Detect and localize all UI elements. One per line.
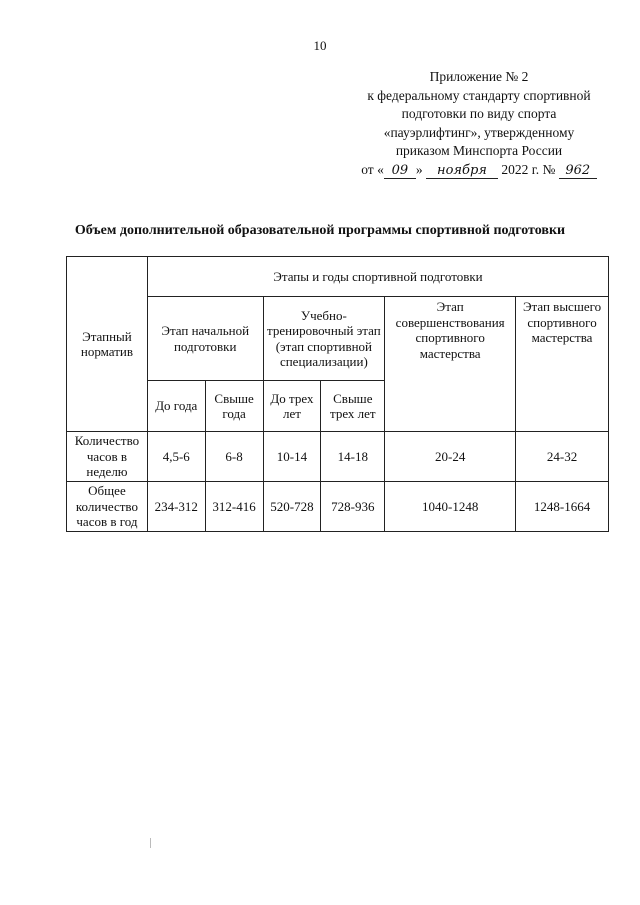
handwritten-month: ноября	[426, 164, 498, 179]
scan-artifact	[150, 838, 151, 848]
page-number: 10	[313, 38, 327, 53]
row-label-hours-year: Общее количество часов в год	[67, 482, 148, 532]
table-header-row	[67, 257, 609, 297]
table-cell: 24-32	[516, 432, 609, 482]
date-close-quote: »	[415, 161, 423, 177]
table-cell: 14-18	[321, 432, 385, 482]
table-cell: 728-936	[321, 482, 385, 532]
appendix-line-standard: к федеральному стандарту спортивной	[367, 87, 591, 103]
header-normative: Этапный норматив	[67, 257, 148, 432]
table-cell: 312-416	[205, 482, 263, 532]
header-stages: Этапы и годы спортивной подготовки	[147, 257, 608, 297]
header-over-year: Свыше года	[205, 381, 263, 432]
header-stage-improvement: Этап совершенствования спортивного мастерства	[385, 297, 516, 432]
table-subheader-row	[67, 297, 609, 381]
appendix-block	[348, 68, 610, 179]
header-up-to-year: До года	[147, 381, 205, 432]
appendix-line-sport: подготовки по виду спорта	[401, 106, 557, 121]
date-year-part: 2022 г. №	[501, 161, 556, 177]
program-volume-table	[66, 256, 609, 532]
handwritten-order-number: 962	[559, 164, 597, 179]
table-row	[67, 432, 609, 482]
header-stage-higher: Этап высшего спортивного мастерства	[516, 297, 609, 432]
header-stage-training: Учебно-тренировочный этап (этап спортивной специализации)	[263, 297, 385, 381]
table-cell: 234-312	[147, 482, 205, 532]
table-row	[67, 482, 609, 532]
table-cell: 1248-1664	[516, 482, 609, 532]
table-cell: 20-24	[385, 432, 516, 482]
handwritten-day: 09	[384, 164, 416, 179]
table-cell: 10-14	[263, 432, 321, 482]
appendix-line-sport-name: «пауэрлифтинг», утвержденному	[383, 124, 575, 140]
header-up-to-three-years: До трех лет	[263, 381, 321, 432]
appendix-date-line	[348, 161, 610, 180]
appendix-title: Приложение № 2	[429, 69, 529, 84]
appendix-line-order: приказом Минспорта России	[395, 143, 563, 158]
row-label-hours-week: Количество часов в неделю	[67, 432, 148, 482]
table-cell: 520-728	[263, 482, 321, 532]
date-prefix: от «	[361, 161, 384, 177]
table-cell: 6-8	[205, 432, 263, 482]
table-cell: 4,5-6	[147, 432, 205, 482]
table-cell: 1040-1248	[385, 482, 516, 532]
document-title: Объем дополнительной образовательной программы спортивной подготовки	[74, 223, 566, 238]
header-stage-initial: Этап начальной подготовки	[147, 297, 263, 381]
header-over-three-years: Свыше трех лет	[321, 381, 385, 432]
